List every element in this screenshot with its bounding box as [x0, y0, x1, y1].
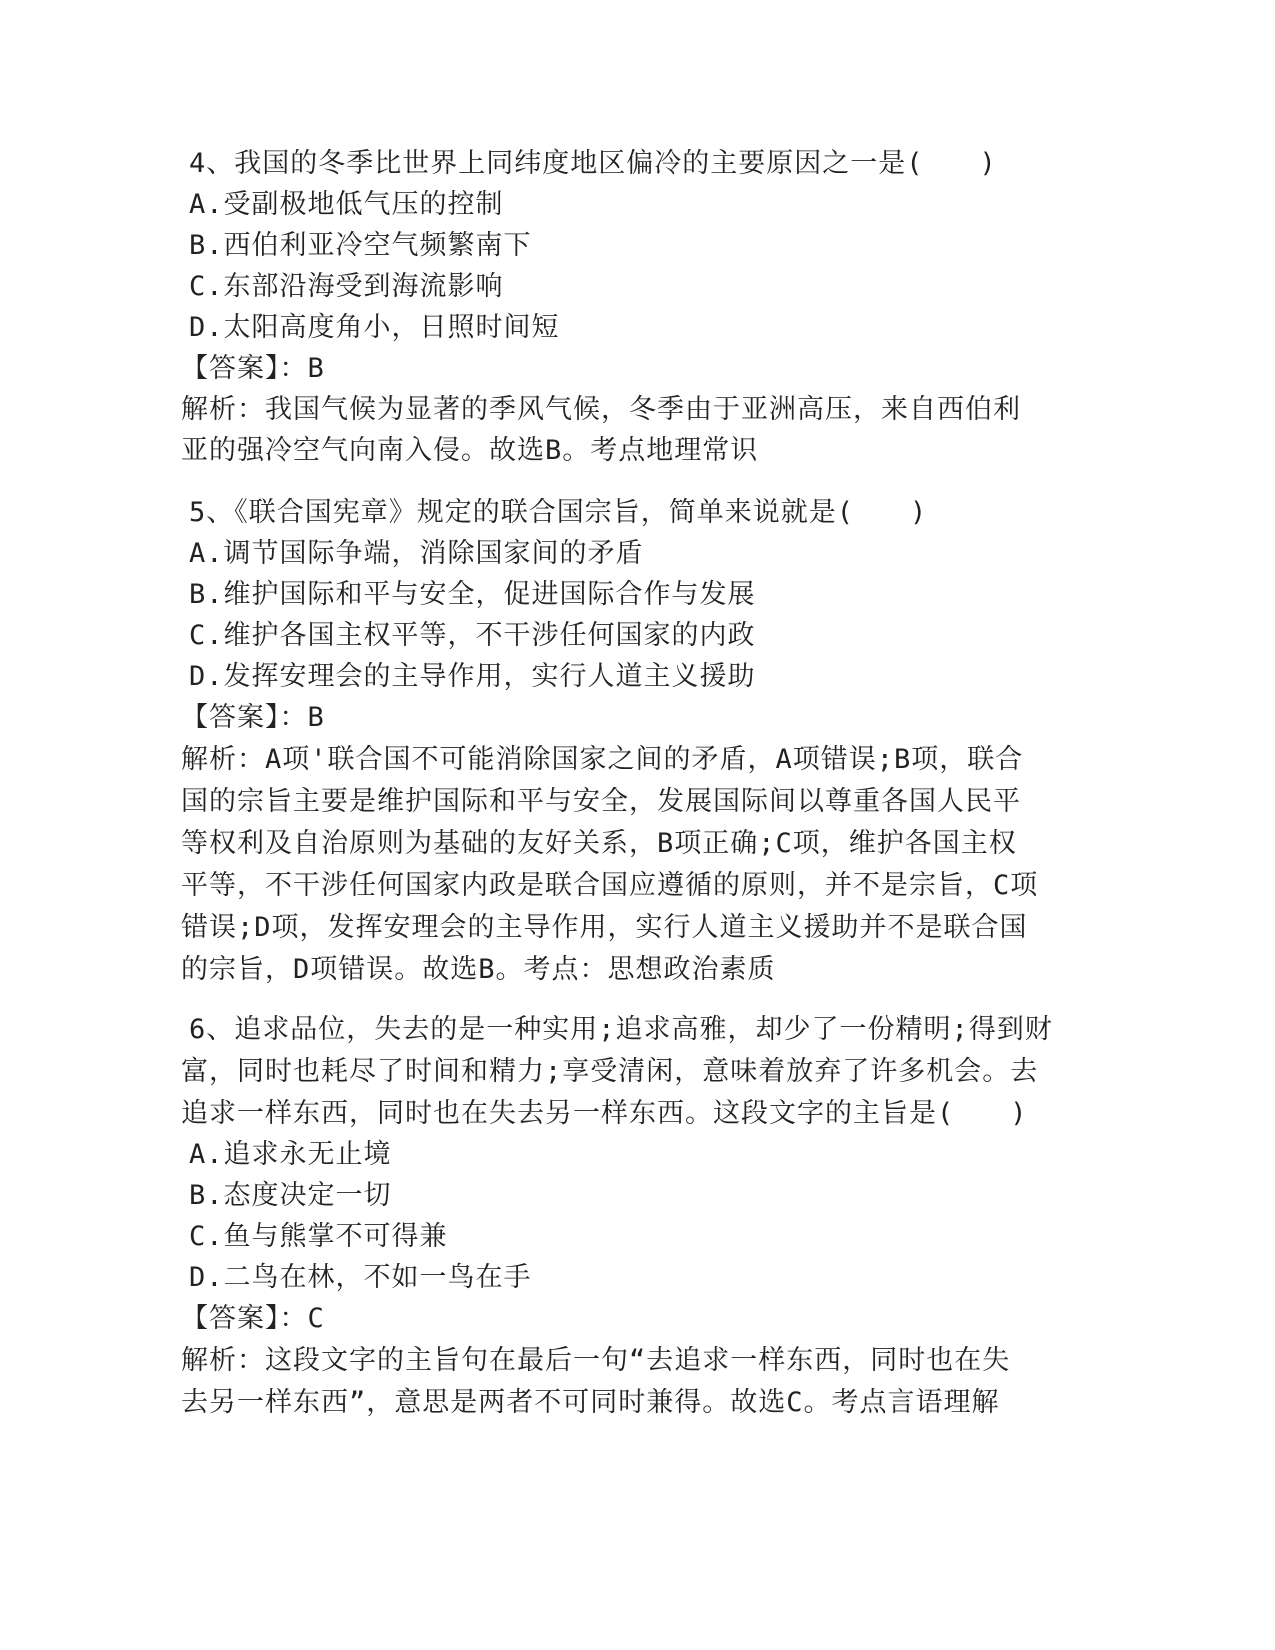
- question-5-answer: 【答案】：B: [181, 702, 325, 733]
- question-5-option-b: B.维护国际和平与安全，促进国际合作与发展: [189, 579, 756, 610]
- question-6-analysis-line-2: 去另一样东西”，意思是两者不可同时兼得。故选C。考点言语理解: [181, 1387, 1000, 1418]
- question-6-option-b: B.态度决定一切: [189, 1180, 392, 1211]
- question-6-option-a: A.追求永无止境: [189, 1139, 392, 1170]
- question-6-stem-line-2: 富，同时也耗尽了时间和精力;享受清闲，意味着放弃了许多机会。去: [181, 1056, 1039, 1087]
- question-6-option-d: D.二鸟在林，不如一鸟在手: [189, 1262, 532, 1293]
- question-5-option-c: C.维护各国主权平等，不干涉任何国家的内政: [189, 620, 756, 651]
- question-5-analysis-line-3: 等权利及自治原则为基础的友好关系，B项正确;C项，维护各国主权: [181, 828, 1017, 859]
- question-5-option-d: D.发挥安理会的主导作用，实行人道主义援助: [189, 661, 756, 692]
- question-5-analysis-line-6: 的宗旨，D项错误。故选B。考点：思想政治素质: [181, 954, 776, 985]
- question-5-stem: 5、《联合国宪章》规定的联合国宗旨，简单来说就是( ): [189, 497, 928, 528]
- question-4-option-b: B.西伯利亚冷空气频繁南下: [189, 230, 532, 261]
- question-5-analysis-line-1: 解析：A项'联合国不可能消除国家之间的矛盾，A项错误;B项，联合: [181, 744, 1024, 775]
- question-6-answer: 【答案】：C: [181, 1303, 325, 1334]
- question-6-analysis-line-1: 解析：这段文字的主旨句在最后一句“去追求一样东西，同时也在失: [181, 1345, 1011, 1376]
- question-4-option-d: D.太阳高度角小，日照时间短: [189, 312, 560, 343]
- question-5-analysis-line-2: 国的宗旨主要是维护国际和平与安全，发展国际间以尊重各国人民平: [181, 786, 1021, 817]
- question-4-option-a: A.受副极地低气压的控制: [189, 189, 504, 220]
- question-5-analysis-line-5: 错误;D项，发挥安理会的主导作用，实行人道主义援助并不是联合国: [181, 912, 1028, 943]
- question-4-analysis-line-2: 亚的强冷空气向南入侵。故选B。考点地理常识: [181, 435, 759, 466]
- question-4-analysis-line-1: 解析：我国气候为显著的季风气候，冬季由于亚洲高压，来自西伯利: [181, 394, 1021, 425]
- question-4-answer: 【答案】：B: [181, 353, 325, 384]
- question-5-option-a: A.调节国际争端，消除国家间的矛盾: [189, 538, 644, 569]
- question-6-stem-line-3: 追求一样东西，同时也在失去另一样东西。这段文字的主旨是( ): [181, 1098, 1028, 1129]
- question-5-analysis-line-4: 平等，不干涉任何国家内政是联合国应遵循的原则，并不是宗旨，C项: [181, 870, 1039, 901]
- question-6-option-c: C.鱼与熊掌不可得兼: [189, 1221, 448, 1252]
- question-4-stem: 4、我国的冬季比世界上同纬度地区偏冷的主要原因之一是( ): [189, 148, 997, 179]
- question-4-option-c: C.东部沿海受到海流影响: [189, 271, 504, 302]
- question-6-stem-line-1: 6、追求品位，失去的是一种实用;追求高雅，却少了一份精明;得到财: [189, 1014, 1053, 1045]
